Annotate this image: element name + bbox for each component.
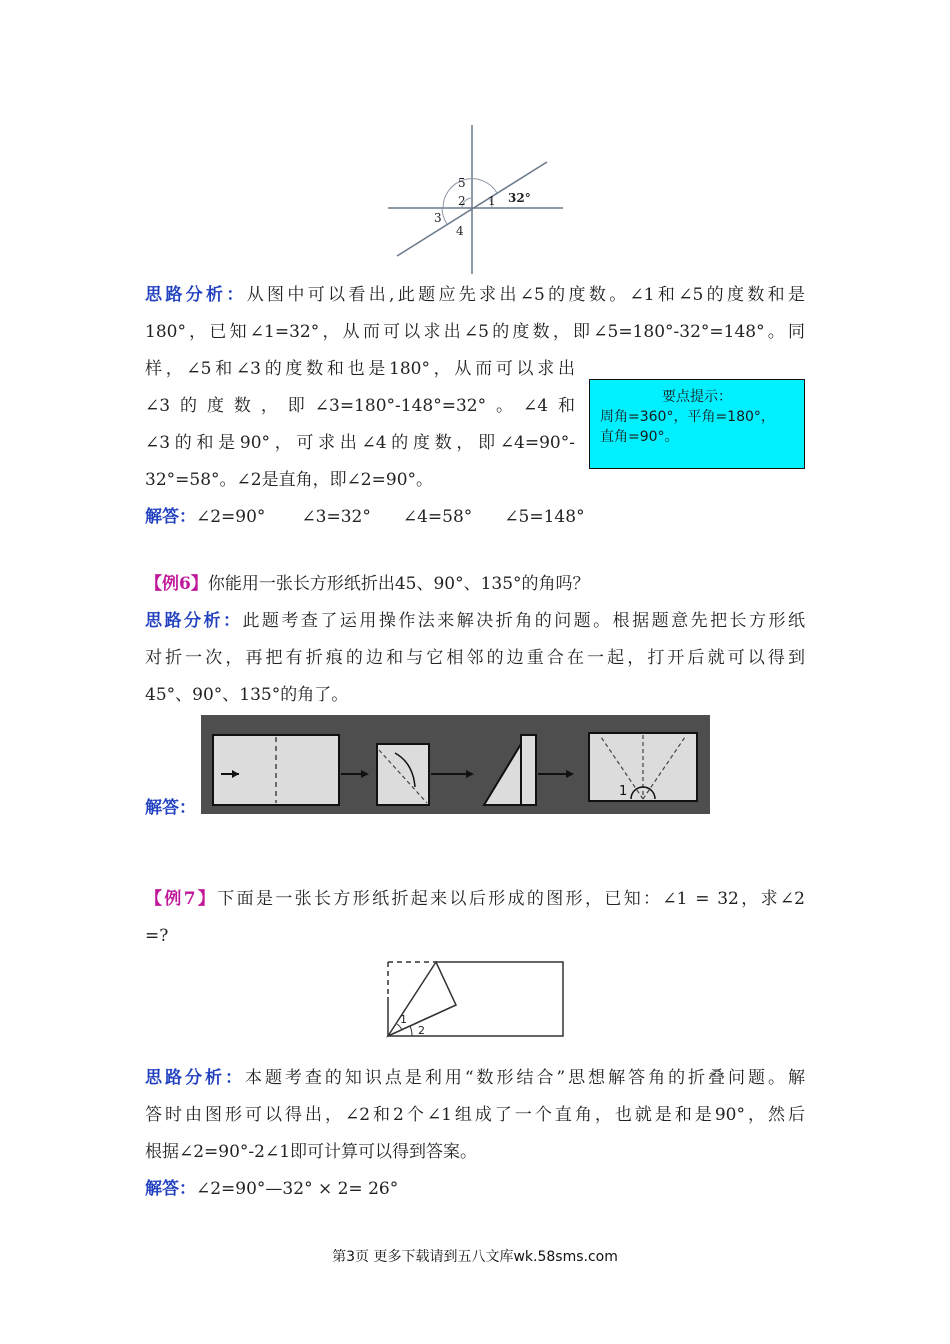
example-6 xyxy=(145,566,805,714)
analysis-1-line-2: 180°，已知∠1=32°，从而可以求出∠5的度数，即∠5=180°-32°=148°。同 xyxy=(145,322,805,342)
fig1-label-1: 1 xyxy=(488,194,496,208)
example-7-analysis xyxy=(145,1060,805,1208)
example-7-line-3: 根据∠2=90°-2∠1即可计算可以得到答案。 xyxy=(145,1142,478,1162)
example-7-answer-label: 解答： xyxy=(145,1179,196,1199)
example-7-question-1: 下面是一张长方形纸折起来以后形成的图形，已知：∠1 = 32，求∠2 xyxy=(217,889,805,909)
analysis-1-line-4: ∠3的度数，即∠3=180°-148°=32°。∠4和 xyxy=(145,396,575,416)
tip-box xyxy=(589,379,805,469)
example-6-line-1: 此题考查了运用操作法来解决折角的问题。根据题意先把长方形纸 xyxy=(242,611,806,631)
tip-title: 要点提示： xyxy=(662,389,732,405)
answer-1 xyxy=(145,499,585,536)
folding-label-1: 1 xyxy=(619,784,628,799)
example-7-question-2: =? xyxy=(145,926,169,946)
example-6-line-2: 对折一次，再把有折痕的边和与它相邻的边重合在一起，打开后就可以得到 xyxy=(145,648,805,668)
analysis-1 xyxy=(145,277,805,351)
example-7-tag: 【例7】 xyxy=(145,889,218,909)
fig1-label-5: 5 xyxy=(458,176,466,190)
example-6-answer xyxy=(145,790,196,827)
folded-label-1: 1 xyxy=(400,1013,407,1026)
analysis-1-cont xyxy=(145,351,575,499)
example-7-answer: ∠2=90°—32° × 2= 26° xyxy=(196,1179,399,1199)
fig1-label-4: 4 xyxy=(456,224,464,238)
example-7-line-2: 答时由图形可以得出，∠2和2个∠1组成了一个直角，也就是和是90°，然后 xyxy=(145,1105,805,1125)
answer-1-d: ∠5=148° xyxy=(504,507,585,527)
analysis-label: 思路分析： xyxy=(145,285,247,305)
answer-1-a: ∠2=90° xyxy=(196,507,266,527)
answer-1-b: ∠3=32° xyxy=(301,507,371,527)
analysis-1-line-5: ∠3的和是90°，可求出∠4的度数，即∠4=90°- xyxy=(145,433,575,453)
example-7 xyxy=(145,881,805,955)
example-6-analysis-label: 思路分析： xyxy=(145,611,243,631)
folded-label-2: 2 xyxy=(418,1024,425,1037)
answer-1-c: ∠4=58° xyxy=(402,507,473,527)
angle-figure xyxy=(385,122,565,277)
example-6-tag: 【例6】 xyxy=(145,574,208,594)
tip-line-2: 直角=90°。 xyxy=(600,429,679,445)
fig1-label-3: 3 xyxy=(434,211,442,225)
fig1-label-2: 2 xyxy=(458,194,466,208)
example-6-answer-label: 解答： xyxy=(145,798,196,818)
answer-label: 解答： xyxy=(145,507,196,527)
example-6-line-3: 45°、90°、135°的角了。 xyxy=(145,685,349,705)
folded-paper-figure xyxy=(383,957,567,1041)
analysis-1-line-6: 32°=58°。∠2是直角，即∠2=90°。 xyxy=(145,470,434,490)
folding-photo xyxy=(201,715,710,814)
example-7-line-1: 本题考查的知识点是利用“数形结合”思想解答角的折叠问题。解 xyxy=(244,1068,806,1088)
analysis-1-line-1: 从图中可以看出,此题应先求出∠5的度数。∠1和∠5的度数和是 xyxy=(246,285,805,305)
example-6-question: 你能用一张长方形纸折出45、90°、135°的角吗？ xyxy=(207,574,590,594)
example-7-analysis-label: 思路分析： xyxy=(145,1068,245,1088)
fig1-label-32: 32° xyxy=(508,191,531,205)
tip-line-1: 周角=360°，平角=180°， xyxy=(600,409,775,425)
page-footer: 第3页 更多下载请到五八文库wk.58sms.com xyxy=(332,1249,618,1265)
analysis-1-line-3: 样，∠5和∠3的度数和也是180°，从而可以求出 xyxy=(145,359,575,379)
